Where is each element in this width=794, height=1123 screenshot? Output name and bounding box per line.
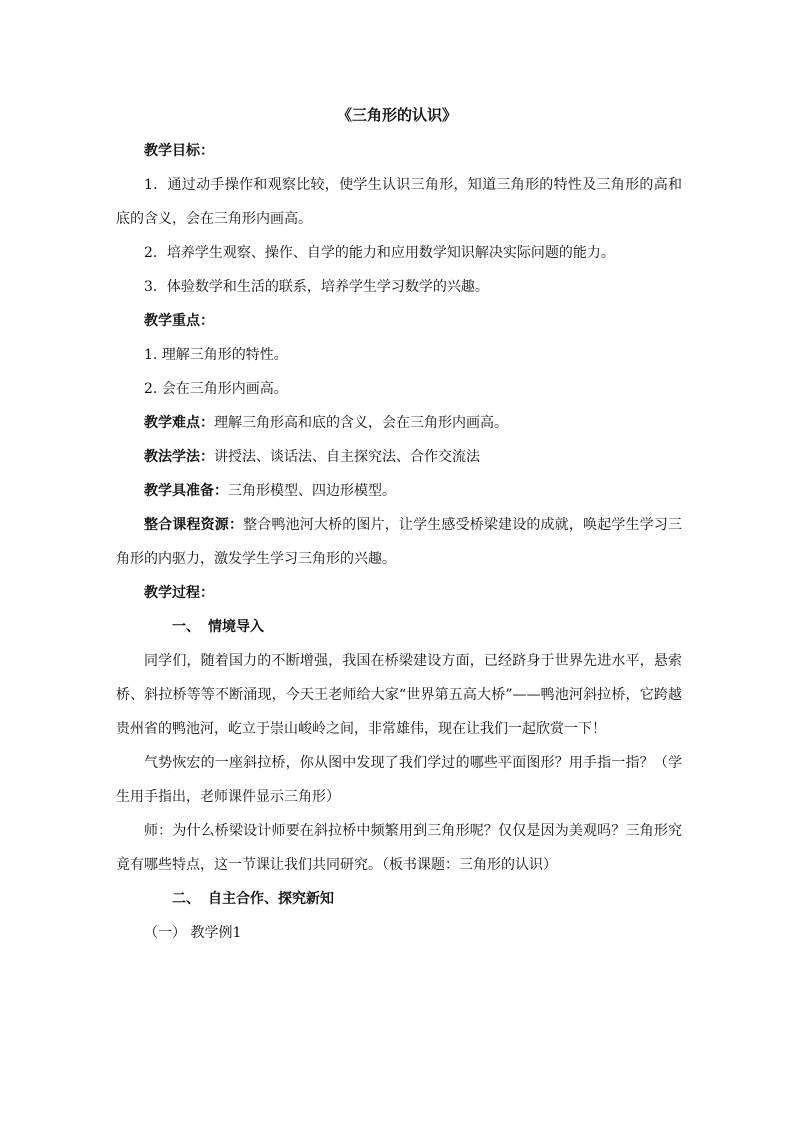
- difficulty-line: [116, 406, 682, 440]
- section-1-heading: [116, 610, 682, 644]
- difficulty-text: 理解三角形高和底的含义，会在三角形内画高。: [214, 415, 508, 431]
- goal-item-2: 2．培养学生观察、操作、自学的能力和应用数学知识解决实际问题的能力。: [144, 245, 615, 261]
- document-body: [116, 134, 682, 950]
- process-heading: 教学过程：: [144, 585, 214, 601]
- section-1-number: 一、: [172, 619, 200, 635]
- keypoint-item-1: 1. 理解三角形的特性。: [144, 347, 288, 363]
- tools-line: [116, 474, 682, 508]
- subsection-heading: （一） 教学例1: [144, 925, 242, 941]
- tools-label: 教学具准备：: [144, 483, 228, 499]
- difficulty-label: 教学难点：: [144, 415, 214, 431]
- methods-text: 讲授法、谈话法、自主探究法、合作交流法: [214, 449, 480, 465]
- section-2-title: 自主合作、探究新知: [208, 891, 334, 907]
- resources-text: 整合鸭池河大桥的图片，让学生感受桥梁建设的成就，唤起学生学习三角形的内驱力，激发学生学习三角形的兴趣。: [116, 517, 683, 567]
- resources-line: [116, 508, 682, 576]
- keypoints-heading: 教学重点：: [144, 313, 214, 329]
- document-title: 《三角形的认识》: [336, 106, 457, 124]
- resources-label: 整合课程资源：: [144, 517, 244, 533]
- goal-item-1: 1．通过动手操作和观察比较，使学生认识三角形，知道三角形的特性及三角形的高和底的含义，会在三角形内画高。: [116, 177, 682, 227]
- tools-text: 三角形模型、四边形模型。: [228, 483, 396, 499]
- paragraph-1: 同学们，随着国力的不断增强，我国在桥梁建设方面，已经跻身于世界先进水平，悬索桥、斜拉桥等等不断涌现，今天王老师给大家“世界第五高大桥”——鸭池河斜拉桥，它跨越贵州省的鸭池河，屹立于崇山峻岭之间，非常雄伟，现在让我们一起欣赏一下！: [116, 653, 682, 737]
- section-2-number: 二、: [172, 891, 200, 907]
- keypoint-item-2: 2. 会在三角形内画高。: [144, 381, 288, 397]
- section-2-heading: [116, 882, 682, 916]
- paragraph-2: 气势恢宏的一座斜拉桥，你从图中发现了我们学过的哪些平面图形？用手指一指？（学生用手指出，老师课件显示三角形）: [116, 755, 682, 805]
- section-1-title: 情境导入: [208, 619, 264, 635]
- methods-label: 教法学法：: [144, 449, 214, 465]
- goal-item-3: 3．体验数学和生活的联系，培养学生学习数学的兴趣。: [144, 279, 489, 295]
- goals-heading: 教学目标：: [144, 143, 214, 159]
- methods-line: [116, 440, 682, 474]
- paragraph-3: 师：为什么桥梁设计师要在斜拉桥中频繁用到三角形呢？仅仅是因为美观吗？三角形究竟有哪些特点，这一节课让我们共同研究。（板书课题：三角形的认识）: [116, 823, 682, 873]
